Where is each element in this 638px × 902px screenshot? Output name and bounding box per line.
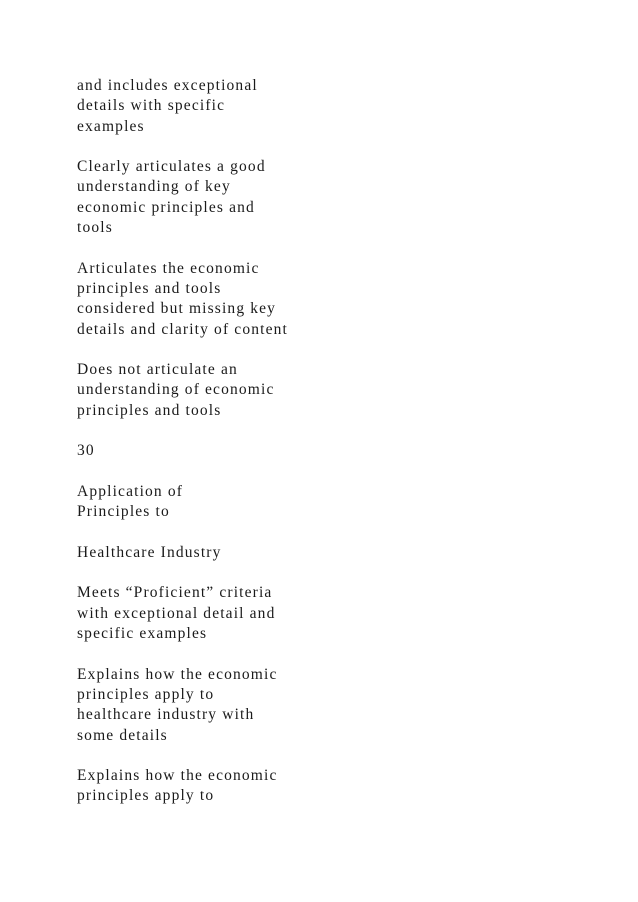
text-line: Explains how the economic — [77, 665, 278, 683]
text-line: Healthcare Industry — [77, 543, 222, 561]
text-line: Explains how the economic — [77, 767, 278, 785]
rubric-criterion-subtitle — [77, 543, 337, 563]
rubric-unsatisfactory-criteria — [77, 360, 337, 421]
text-line: Meets “Proficient” criteria — [77, 584, 273, 602]
text-line: healthcare industry with — [77, 706, 255, 724]
text-line: examples — [77, 117, 145, 135]
text-line: 30 — [77, 442, 95, 460]
rubric-text — [77, 76, 337, 827]
text-line: and includes exceptional — [77, 77, 258, 94]
text-line: Clearly articulates a good — [77, 158, 266, 176]
rubric-points — [77, 441, 337, 461]
text-line: Articulates the economic — [77, 259, 260, 277]
text-line: Does not articulate an — [77, 361, 238, 379]
rubric-exemplary-continuation — [77, 76, 337, 137]
text-line: specific examples — [77, 625, 208, 643]
rubric-proficient-criteria-2 — [77, 665, 337, 746]
text-line: tools — [77, 219, 113, 237]
text-line: considered but missing key — [77, 300, 277, 318]
text-line: understanding of economic — [77, 381, 275, 399]
text-line: with exceptional detail and — [77, 604, 276, 622]
text-line: Application of — [77, 482, 184, 500]
text-line: principles and tools — [77, 279, 222, 297]
text-line: principles apply to — [77, 787, 215, 805]
text-line: some details — [77, 726, 168, 744]
rubric-exemplary-criteria — [77, 583, 337, 644]
text-line: Principles to — [77, 503, 170, 521]
text-line: understanding of key — [77, 178, 231, 196]
text-line: economic principles and — [77, 198, 255, 216]
text-line: principles apply to — [77, 685, 215, 703]
rubric-developing-criteria-2 — [77, 766, 337, 807]
text-line: principles and tools — [77, 401, 222, 419]
rubric-proficient-criteria — [77, 157, 337, 238]
rubric-developing-criteria — [77, 259, 337, 340]
rubric-criterion-title — [77, 482, 337, 523]
text-line: details with specific — [77, 97, 226, 115]
text-line: details and clarity of content — [77, 320, 288, 338]
